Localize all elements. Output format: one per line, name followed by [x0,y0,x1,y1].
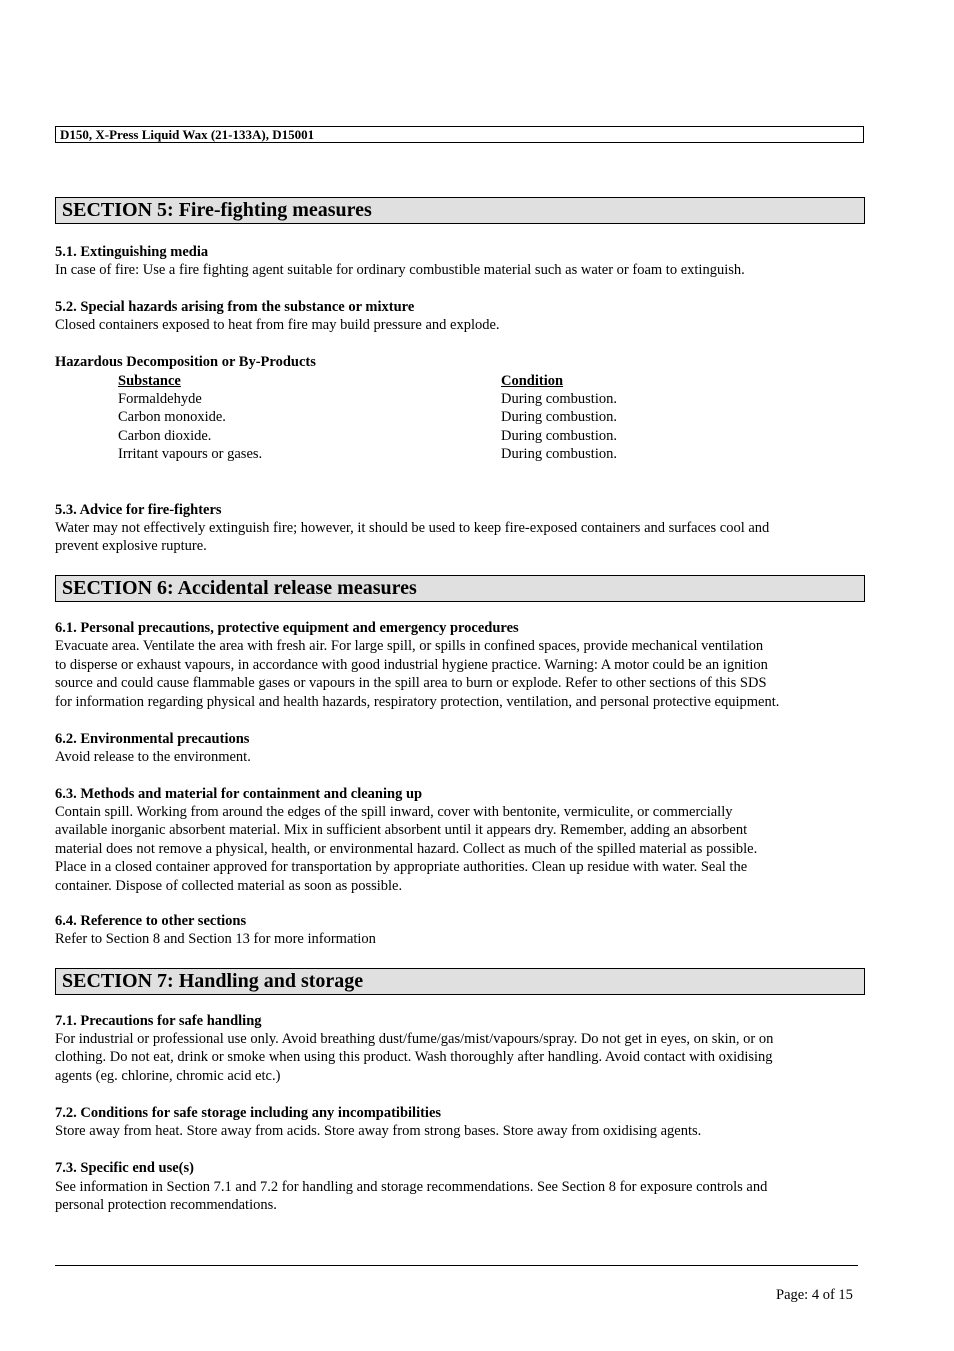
document-header: D150, X-Press Liquid Wax (21-133A), D15001 [55,126,864,143]
subsection-7-3-text-line: See information in Section 7.1 and 7.2 for handling and storage recommendations. See Section 8 for exposure controls and [55,1179,768,1195]
section-7-heading: SECTION 7: Handling and storage [55,968,865,995]
table-cell-substance: Irritant vapours or gases. [118,446,263,462]
table-cell-substance: Carbon dioxide. [118,428,212,444]
subsection-5-2-title: 5.2. Special hazards arising from the substance or mixture [55,299,415,315]
subsection-6-3-text-line: Contain spill. Working from around the edges of the spill inward, cover with bentonite, vermiculite, or commercially [55,804,733,820]
subsection-7-1-text-line: For industrial or professional use only. Avoid breathing dust/fume/gas/mist/vapours/spray. Do not get in eyes, on skin, or on [55,1031,774,1047]
subsection-5-1-title: 5.1. Extinguishing media [55,244,209,260]
hazardous-decomposition-title: Hazardous Decomposition or By-Products [55,354,316,370]
subsection-7-3-title: 7.3. Specific end use(s) [55,1160,194,1176]
subsection-6-3-text-line: container. Dispose of collected material as soon as possible. [55,878,403,894]
page-number: Page: 4 of 15 [776,1287,853,1303]
subsection-7-1-text-line: clothing. Do not eat, drink or smoke when using this product. Wash thoroughly after handling. Avoid contact with oxidising [55,1049,773,1065]
table-header-substance: Substance [118,373,181,389]
subsection-6-1-text-line: source and could cause flammable gases or vapours in the spill area to burn or explode. Refer to other sections of this SDS [55,675,767,691]
table-cell-condition: During combustion. [501,409,617,425]
subsection-6-1-text-line: for information regarding physical and health hazards, respiratory protection, ventilation, and personal protective equipment. [55,694,780,710]
section-5-heading: SECTION 5: Fire-fighting measures [55,197,865,224]
subsection-6-3-text-line: available inorganic absorbent material. Mix in sufficient absorbent until it appears dry. Remember, adding an absorbent [55,822,748,838]
subsection-5-3-text-line: prevent explosive rupture. [55,538,207,554]
subsection-6-3-title: 6.3. Methods and material for containment and cleaning up [55,786,423,802]
subsection-6-4-title: 6.4. Reference to other sections [55,913,247,929]
table-header-condition: Condition [501,373,564,389]
subsection-7-2-title: 7.2. Conditions for safe storage including any incompatibilities [55,1105,442,1121]
subsection-7-2-text: Store away from heat. Store away from acids. Store away from strong bases. Store away from oxidising agents. [55,1123,702,1139]
subsection-6-1-text-line: Evacuate area. Ventilate the area with fresh air. For large spill, or spills in confined spaces, provide mechanical ventilation [55,638,764,654]
table-cell-substance: Formaldehyde [118,391,202,407]
footer-divider [55,1265,858,1266]
subsection-7-1-title: 7.1. Precautions for safe handling [55,1013,262,1029]
subsection-5-2-text: Closed containers exposed to heat from fire may build pressure and explode. [55,317,500,333]
subsection-5-3-text-line: Water may not effectively extinguish fire; however, it should be used to keep fire-exposed containers and surfaces cool and [55,520,770,536]
subsection-6-3-text-line: Place in a closed container approved for transportation by appropriate authorities. Clean up residue with water. Seal the [55,859,748,875]
subsection-6-2-text: Avoid release to the environment. [55,749,251,765]
section-6-heading: SECTION 6: Accidental release measures [55,575,865,602]
table-cell-condition: During combustion. [501,428,617,444]
subsection-5-3-title: 5.3. Advice for fire-fighters [55,502,222,518]
subsection-6-3-text-line: material does not remove a physical, health, or environmental hazard. Collect as much of the spilled material as possible. [55,841,758,857]
subsection-6-2-title: 6.2. Environmental precautions [55,731,250,747]
subsection-6-4-text: Refer to Section 8 and Section 13 for more information [55,931,376,947]
table-cell-substance: Carbon monoxide. [118,409,226,425]
subsection-6-1-text-line: to disperse or exhaust vapours, in accordance with good industrial hygiene practice. Warning: A motor could be an ignition [55,657,768,673]
subsection-6-1-title: 6.1. Personal precautions, protective equipment and emergency procedures [55,620,519,636]
table-cell-condition: During combustion. [501,391,617,407]
subsection-5-1-text: In case of fire: Use a fire fighting agent suitable for ordinary combustible material such as water or foam to extinguish. [55,262,745,278]
subsection-7-3-text-line: personal protection recommendations. [55,1197,277,1213]
subsection-7-1-text-line: agents (eg. chlorine, chromic acid etc.) [55,1068,281,1084]
table-cell-condition: During combustion. [501,446,617,462]
